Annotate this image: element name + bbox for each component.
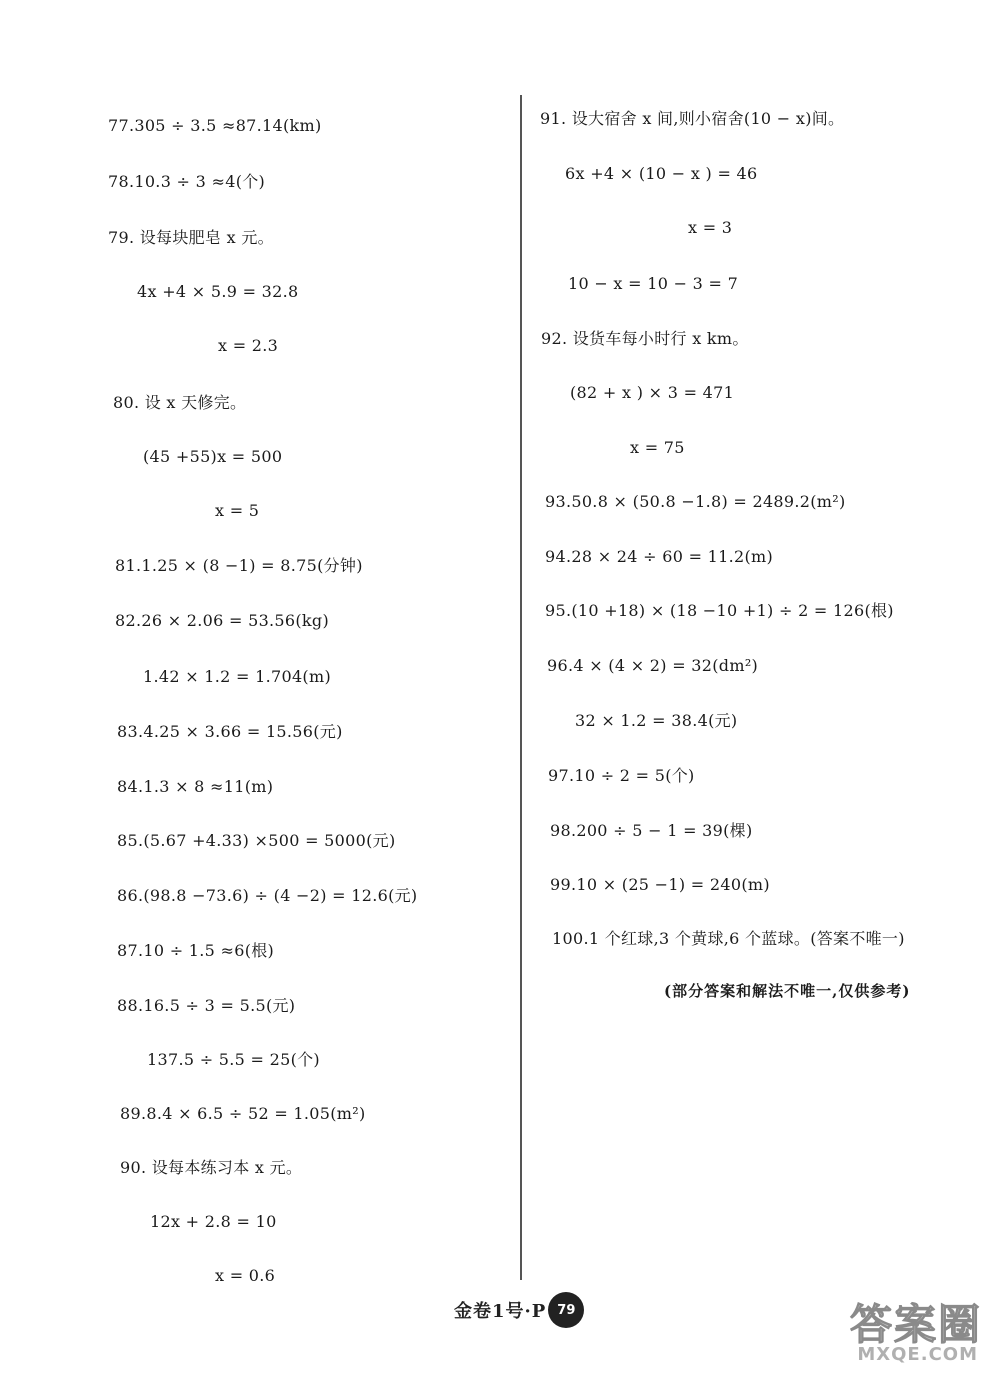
answer-line: x = 75 — [630, 438, 685, 457]
answer-line: 85.(5.67 +4.33) ×500 = 5000(元) — [117, 831, 396, 850]
answer-line: 137.5 ÷ 5.5 = 25(个) — [147, 1050, 320, 1069]
answer-line: 79. 设每块肥皂 x 元。 — [108, 228, 274, 247]
answer-line: 88.16.5 ÷ 3 = 5.5(元) — [117, 996, 296, 1015]
answer-line: x = 3 — [688, 218, 733, 237]
answer-line: 32 × 1.2 = 38.4(元) — [575, 711, 738, 730]
answer-line: x = 0.6 — [215, 1266, 276, 1285]
page-footer — [454, 1290, 584, 1330]
answer-line: 4x +4 × 5.9 = 32.8 — [137, 282, 299, 301]
answer-line: 78.10.3 ÷ 3 ≈4(个) — [108, 172, 266, 191]
answer-line: 84.1.3 × 8 ≈11(m) — [117, 777, 274, 796]
answer-line: 96.4 × (4 × 2) = 32(dm²) — [547, 656, 759, 675]
answer-line: 83.4.25 × 3.66 = 15.56(元) — [117, 722, 343, 741]
footer-label: 金卷1号·P — [454, 1301, 547, 1322]
answer-line: 91. 设大宿舍 x 间,则小宿舍(10 − x)间。 — [540, 109, 845, 128]
answer-line: 90. 设每本练习本 x 元。 — [120, 1158, 303, 1177]
answer-line: 92. 设货车每小时行 x km。 — [541, 329, 749, 348]
answer-line: 100.1 个红球,3 个黄球,6 个蓝球。(答案不唯一) — [552, 929, 905, 948]
answer-line: 10 − x = 10 − 3 = 7 — [568, 274, 739, 293]
answer-line: 94.28 × 24 ÷ 60 = 11.2(m) — [545, 547, 774, 566]
answer-line: 6x +4 × (10 − x ) = 46 — [565, 164, 758, 183]
answer-line: 82.26 × 2.06 = 53.56(kg) — [115, 611, 330, 630]
answer-line: 87.10 ÷ 1.5 ≈6(根) — [117, 941, 275, 960]
answer-line: 86.(98.8 −73.6) ÷ (4 −2) = 12.6(元) — [117, 886, 418, 905]
answer-line: 81.1.25 × (8 −1) = 8.75(分钟) — [115, 556, 363, 575]
answer-line: 98.200 ÷ 5 − 1 = 39(棵) — [550, 821, 753, 840]
watermark-url: MXQE.COM — [857, 1344, 978, 1365]
answer-line: 99.10 × (25 −1) = 240(m) — [550, 875, 770, 894]
answer-line: 77.305 ÷ 3.5 ≈87.14(km) — [108, 116, 322, 135]
answer-line: 89.8.4 × 6.5 ÷ 52 = 1.05(m²) — [120, 1104, 366, 1123]
answer-line: 93.50.8 × (50.8 −1.8) = 2489.2(m²) — [545, 492, 846, 511]
page-number: 79 — [548, 1292, 584, 1328]
answer-line: (45 +55)x = 500 — [143, 447, 283, 466]
answer-line: 12x + 2.8 = 10 — [150, 1212, 277, 1231]
answer-line: 1.42 × 1.2 = 1.704(m) — [143, 667, 331, 686]
answer-line: 95.(10 +18) × (18 −10 +1) ÷ 2 = 126(根) — [545, 601, 894, 620]
reference-note: (部分答案和解法不唯一,仅供参考) — [664, 982, 911, 1000]
watermark-logo — [782, 1292, 982, 1364]
watermark-text: 答案圈 — [849, 1300, 982, 1349]
column-divider — [520, 95, 522, 1280]
answer-line: 97.10 ÷ 2 = 5(个) — [548, 766, 695, 785]
answer-line: (82 + x ) × 3 = 471 — [570, 383, 735, 402]
answer-line: 80. 设 x 天修完。 — [113, 393, 247, 412]
answer-line: x = 5 — [215, 501, 260, 520]
answer-line: x = 2.3 — [218, 336, 279, 355]
